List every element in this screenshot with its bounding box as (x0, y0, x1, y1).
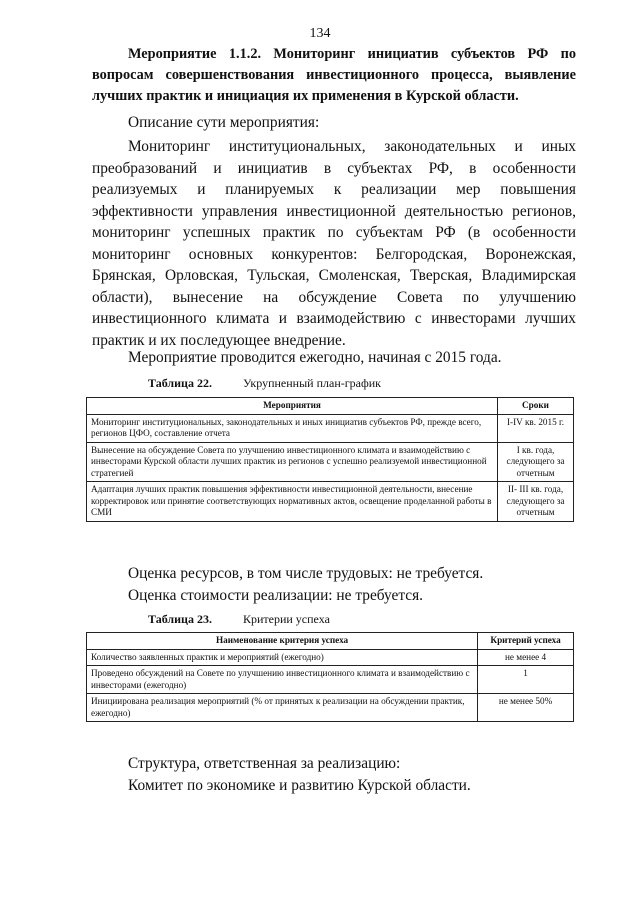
table22-caption (148, 376, 381, 391)
table23-header-name: Наименование критерия успеха (87, 633, 478, 650)
table-row (87, 666, 574, 694)
table23-criterion-value: 1 (478, 666, 574, 694)
table23-criterion-value: не менее 4 (478, 649, 574, 666)
page-number: 134 (309, 26, 331, 41)
table23-criterion-name: Количество заявленных практик и мероприятий (ежегодно) (87, 649, 478, 666)
table23-criterion-name: Инициирована реализация мероприятий (% от принятых к реализации на обсуждении практик, ежегодно) (87, 694, 478, 722)
table23-criterion-name: Проведено обсуждений на Совете по улучшению инвестиционного климата и взаимодействию с инвесторами (ежегодно) (87, 666, 478, 694)
table23-criterion-value: не менее 50% (478, 694, 574, 722)
description-label: Описание сути мероприятия: (128, 114, 320, 131)
responsible-structure: Комитет по экономике и развитию Курской области. (128, 777, 471, 794)
table-row (87, 482, 574, 522)
table22-title: Укрупненный план-график (242, 376, 382, 390)
table23-header-row (87, 633, 574, 650)
table23 (86, 632, 574, 722)
yearly-note: Мероприятие проводится ежегодно, начиная с 2015 года. (128, 349, 502, 366)
table23-title: Критерии успеха (242, 612, 330, 626)
table22-term: II- III кв. года, следующего за отчетным (498, 482, 574, 522)
cost-estimate: Оценка стоимости реализации: не требуется. (128, 587, 424, 604)
resources-estimate: Оценка ресурсов, в том числе трудовых: не требуется. (128, 565, 484, 582)
section-heading: Мероприятие 1.1.2. Мониторинг инициатив субъектов РФ по вопросам совершенствования инвестиционного процесса, выявление лучших практик и инициация их применения в Курской области. (92, 46, 576, 104)
table-row (87, 649, 574, 666)
table-row (87, 442, 574, 482)
table22-activity: Адаптация лучших практик повышения эффективности инвестиционной деятельности, внесение корректировок или принятие соответствующих нормативных актов, освещение проделанной работы в СМИ (87, 482, 498, 522)
table22-activity: Мониторинг институциональных, законодательных и иных инициатив субъектов РФ, прежде всего, регионов ЦФО, составление отчета (87, 414, 498, 442)
table23-header-value: Критерий успеха (478, 633, 574, 650)
table23-label: Таблица 23. (148, 612, 212, 626)
table22-activity: Вынесение на обсуждение Совета по улучшению инвестиционного климата и взаимодействию с инвесторами Курской области лучших практик из регионов с успешно реализуемой инвестиционной стратегией (87, 442, 498, 482)
table22-term: I кв. года, следующего за отчетным (498, 442, 574, 482)
table22-label: Таблица 22. (148, 376, 212, 390)
table22 (86, 397, 574, 522)
table23-caption (148, 612, 330, 627)
table22-term: I-IV кв. 2015 г. (498, 414, 574, 442)
table22-header-term: Сроки (498, 398, 574, 415)
structure-label: Структура, ответственная за реализацию: (128, 755, 401, 772)
table-row (87, 414, 574, 442)
description-text: Мониторинг институциональных, законодательных и иных преобразований и инициатив в субъектах РФ, в особенности реализуемых и планируемых к реализации мер повышения эффективности управления инвестиционной деятельностью регионов, мониторинг успешных практик по субъектам РФ (в особенности мониторинг основных конкурентов: Белгородская, Воронежская, Брянская, Орловская, Тульская, Смоленская, Тверская, Владимирская области), вынесение на обсуждение Совета по улучшению инвестиционного климата и взаимодействию с инвесторами лучших практик и их последующее внедрение. (92, 138, 576, 349)
table-row (87, 694, 574, 722)
table22-header-row (87, 398, 574, 415)
table22-header-activity: Мероприятия (87, 398, 498, 415)
